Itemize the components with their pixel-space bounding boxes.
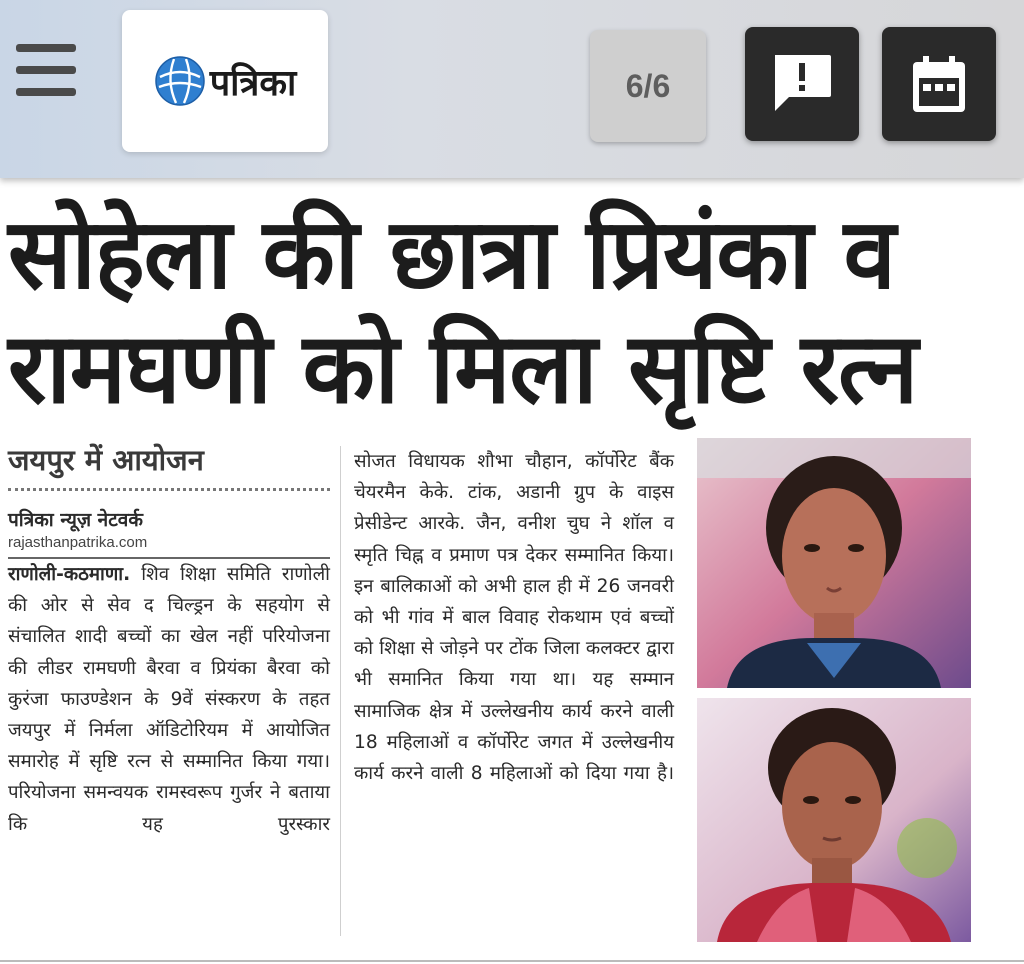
source-website: rajasthanpatrika.com [8, 534, 148, 551]
headline-line-1: सोहेला की छात्रा प्रियंका व [8, 198, 895, 312]
article-column-2 [354, 446, 674, 789]
column-separator [340, 446, 341, 936]
article-column-1 [8, 440, 330, 840]
portrait-photo-priyanka [697, 438, 971, 688]
logo-text: पत्रिका [209, 61, 297, 104]
byline: पत्रिका न्यूज़ नेटवर्क [8, 509, 143, 531]
bottom-divider [0, 960, 1024, 962]
headline-line-2: रामघणी को मिला सृष्टि रत्न [8, 312, 918, 426]
portrait-image-1 [697, 438, 971, 688]
column-2-text: सोजत विधायक शौभा चौहान, कॉर्पोरेट बैंक चेयरमैन केके. टांक, अडानी ग्रुप के वाइस प्रेसीडेन्ट आरके. जैन, वनीश चुघ ने शॉल व स्मृति चिह्न व प्रमाण पत्र देकर सम्मानित किया। इन बालिकाओं को अभी हाल ही में 26 जनवरी को भी गांव में बाल विवाह रोकथाम एवं बच्चों को शिक्षा से जोड़ने पर टोंक जिला कलक्टर द्वारा भी समानित किया गया था। यह सम्मान सामाजिक क्षेत्र में उल्लेखनीय कार्य करने वाली 18 महिलाओं व कॉर्पोरेट जगत में उल्लेखनीय कार्य करने वाली 8 महिलाओं को दिया गया है। [354, 451, 674, 785]
article-headline [8, 198, 1008, 427]
top-toolbar [0, 0, 1024, 178]
portrait-image-2 [697, 698, 971, 942]
calendar-icon [907, 52, 971, 116]
column-1-text [8, 559, 330, 840]
portrait-photo-ramghani [697, 698, 971, 942]
calendar-button[interactable] [882, 27, 996, 141]
dateline: राणोली-कठमाणा. [8, 564, 131, 585]
page-counter[interactable]: 6/6 [590, 30, 706, 142]
patrika-logo[interactable] [122, 10, 328, 152]
hamburger-menu-icon[interactable] [16, 44, 76, 96]
feedback-button[interactable] [745, 27, 859, 141]
article-subhead: जयपुर में आयोजन [8, 443, 204, 477]
globe-logo-icon [154, 55, 206, 107]
dotted-divider [8, 488, 330, 491]
feedback-message-icon [767, 49, 837, 119]
column-1-body: शिव शिक्षा समिति राणोली की ओर से सेव द चिल्ड्रन के सहयोग से संचालित शादी बच्चों का खेल नहीं परियोजना की लीडर रामघणी बैरवा व प्रियंका बैरवा को कुरंजा फाउण्डेशन के 9वें संस्करण के तहत जयपुर में निर्मला ऑडिटोरियम में आयोजित समारोह में सृष्टि रत्न से सम्मानित किया गया। परियोजना समन्वयक रामस्वरूप गुर्जर ने बताया कि यह पुरस्कार [8, 564, 330, 835]
